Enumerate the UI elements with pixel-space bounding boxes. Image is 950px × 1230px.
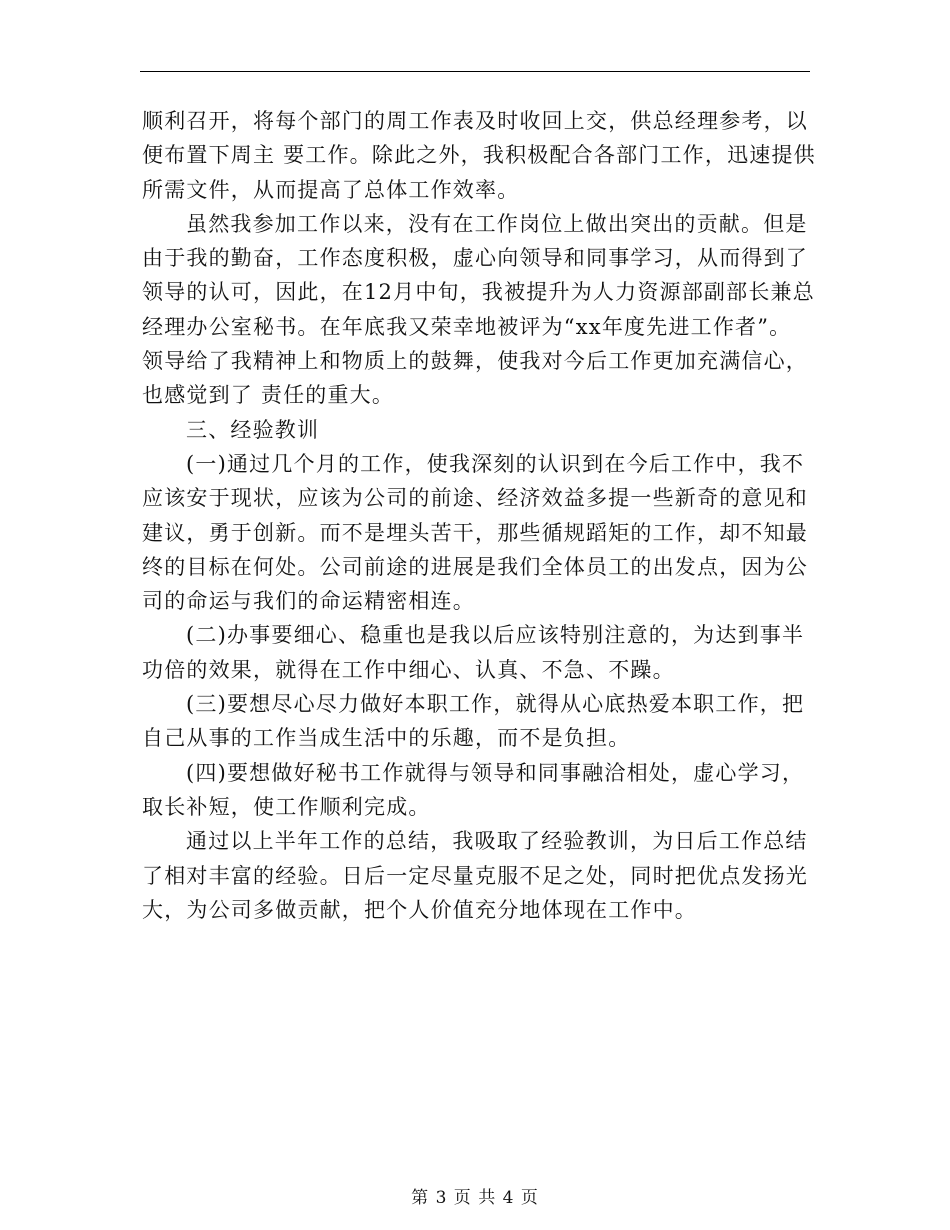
text-line: 了相对丰富的经验。日后一定尽量克服不足之处，同时把优点发扬光 bbox=[142, 863, 808, 888]
text-line: 所需文件，从而提高了总体工作效率。 bbox=[142, 177, 520, 202]
text-line: 领导的认可，因此，在12月中旬，我被提升为人力资源部副部长兼总 bbox=[142, 280, 815, 305]
text-line: 通过以上半年工作的总结，我吸取了经验教训，为日后工作总结 bbox=[186, 829, 808, 854]
text-line: 功倍的效果，就得在工作中细心、认真、不急、不躁。 bbox=[142, 657, 675, 682]
text-line: 建议，勇于创新。而不是埋头苦干，那些循规蹈矩的工作，却不知最 bbox=[142, 520, 808, 545]
text-line: (四)要想做好秘书工作就得与领导和同事融洽相处，虚心学习， bbox=[186, 760, 805, 785]
header-rule bbox=[140, 71, 810, 72]
text-line: (二)办事要细心、稳重也是我以后应该特别注意的，为达到事半 bbox=[186, 623, 805, 648]
text-line: (三)要想尽心尽力做好本职工作，就得从心底热爱本职工作，把 bbox=[186, 692, 805, 717]
document-body bbox=[142, 104, 816, 927]
text-line: 由于我的勤奋，工作态度积极，虚心向领导和同事学习，从而得到了 bbox=[142, 246, 808, 271]
text-line: (一)通过几个月的工作，使我深刻的认识到在今后工作中，我不 bbox=[186, 451, 805, 476]
text-line: 大，为公司多做贡献，把个人价值充分地体现在工作中。 bbox=[142, 897, 697, 922]
text-line: 顺利召开，将每个部门的周工作表及时收回上交，供总经理参考，以 bbox=[142, 109, 808, 133]
text-line: 应该安于现状，应该为公司的前途、经济效益多提一些新奇的意见和 bbox=[142, 486, 808, 511]
text-line: 司的命运与我们的命运精密相连。 bbox=[142, 589, 475, 614]
text-line: 自己从事的工作当成生活中的乐趣，而不是负担。 bbox=[142, 726, 631, 751]
text-line: 领导给了我精神上和物质上的鼓舞，使我对今后工作更加充满信心， bbox=[142, 349, 808, 374]
text-line: 虽然我参加工作以来，没有在工作岗位上做出突出的贡献。但是 bbox=[186, 211, 808, 236]
text-line: 经理办公室秘书。在年底我又荣幸地被评为“xx年度先进工作者”。 bbox=[142, 314, 792, 339]
text-line: 取长补短，使工作顺利完成。 bbox=[142, 794, 431, 819]
text-line: 也感觉到了 责任的重大。 bbox=[142, 383, 395, 408]
text-line: 三、经验教训 bbox=[186, 417, 320, 442]
text-line: 便布置下周主 要工作。除此之外，我积极配合各部门工作，迅速提供 bbox=[142, 143, 816, 168]
text-line: 终的目标在何处。公司前途的进展是我们全体员工的出发点，因为公 bbox=[142, 554, 808, 579]
page-footer: 第 3 页 共 4 页 bbox=[411, 1188, 539, 1208]
